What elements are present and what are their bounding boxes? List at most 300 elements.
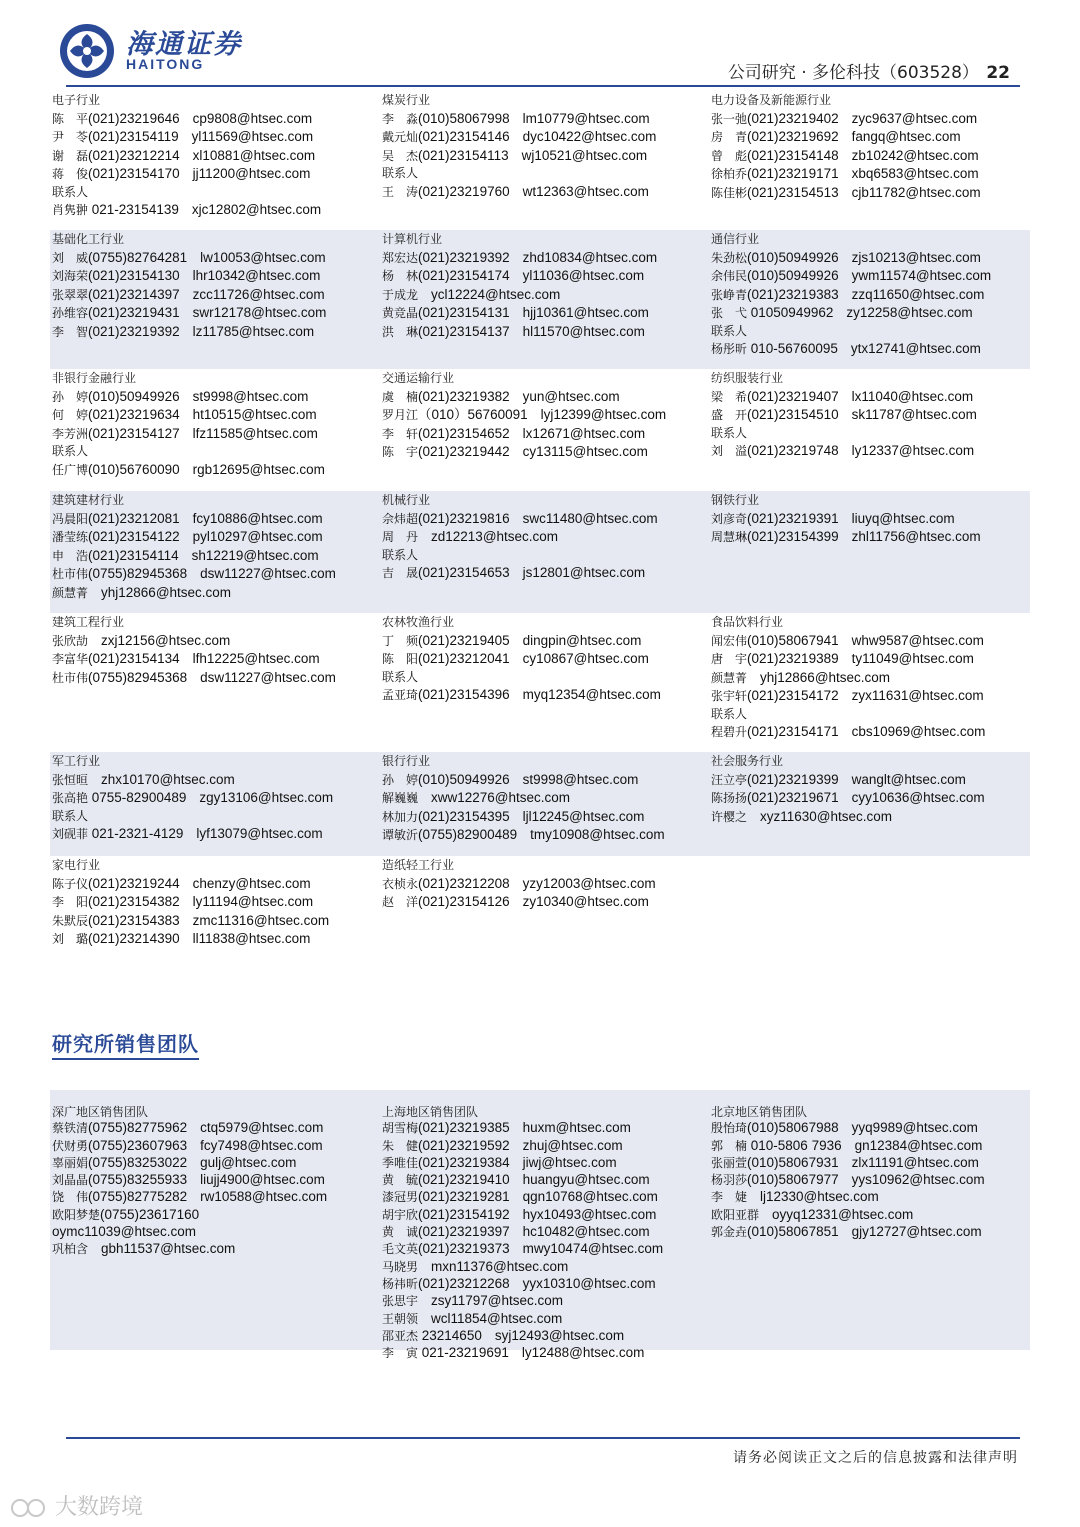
contact-group — [52, 492, 372, 602]
analyst-name: 李 轩 — [382, 426, 419, 441]
email-address: yyq9989@htsec.com — [851, 1120, 978, 1136]
email-address: swr12178@htsec.com — [192, 305, 327, 320]
contact-row — [52, 528, 372, 547]
email-address: cy10867@htsec.com — [522, 651, 649, 666]
analyst-name: 申 浩 — [52, 548, 89, 563]
contact-group — [711, 1104, 1031, 1241]
analyst-name: 汪立亭 — [711, 772, 748, 787]
analyst-name: 曾 彪 — [711, 148, 748, 163]
analyst-name: 肖隽翀 — [52, 203, 89, 217]
analyst-name: 刘彦奇 — [711, 511, 748, 526]
contact-label: 联系人 — [711, 323, 748, 338]
email-address: tmy10908@htsec.com — [530, 827, 665, 842]
phone-number: (010)58067977 — [747, 1172, 839, 1188]
analyst-name: 张欣劼 — [52, 633, 89, 648]
contact-label: 联系人 — [711, 425, 748, 440]
analyst-name: 任广博 — [52, 462, 89, 477]
email-address: yyx10310@htsec.com — [522, 1275, 656, 1291]
contact-row — [711, 1189, 1031, 1206]
logo-chinese-text: 海通证券 — [126, 29, 242, 60]
analyst-name: 郭 楠 — [711, 1138, 748, 1153]
contact-row — [382, 632, 702, 651]
analyst-name: 冯晨阳 — [52, 511, 89, 526]
contact-row — [382, 1345, 702, 1362]
phone-number: (021)23219592 — [418, 1137, 510, 1153]
phone-number: (021)23219373 — [418, 1241, 510, 1257]
analyst-name: 于成龙 — [382, 287, 419, 302]
phone-number: (0755)82764281 — [88, 249, 188, 265]
contact-row — [382, 1155, 702, 1172]
contact-row — [52, 875, 372, 894]
contact-row — [382, 1259, 702, 1276]
phone-number: (021)23154653 — [418, 565, 510, 580]
analyst-name: 李 智 — [52, 324, 89, 339]
contact-row — [52, 1224, 372, 1241]
email-address: yhj12866@htsec.com — [101, 584, 232, 600]
contact-group — [382, 492, 702, 583]
email-address: zb10242@htsec.com — [851, 147, 979, 163]
contact-group — [711, 753, 1031, 826]
watermark-icon — [10, 1496, 48, 1520]
analyst-name: 陈 宇 — [382, 445, 419, 459]
analyst-name: 闻宏伟 — [711, 633, 748, 648]
group-title: 建筑工程行业 — [52, 615, 125, 629]
email-address: zxj12156@htsec.com — [101, 632, 231, 648]
group-title: 上海地区销售团队 — [382, 1105, 479, 1119]
analyst-name: 李 阳 — [52, 895, 89, 909]
contact-row — [382, 323, 702, 342]
analyst-name: 刘海荣 — [52, 269, 89, 283]
contact-row — [382, 1293, 702, 1310]
contact-row — [382, 1172, 702, 1189]
contact-row — [382, 650, 702, 669]
analyst-name: 朱默辰 — [52, 913, 89, 928]
email-address: zd12213@htsec.com — [431, 529, 559, 544]
email-address: pyl10297@htsec.com — [192, 529, 323, 544]
analyst-name: 黄 毓 — [382, 1173, 419, 1188]
email-address: mxn11376@htsec.com — [431, 1258, 569, 1274]
contact-row — [382, 1189, 702, 1206]
contact-row — [711, 528, 1031, 547]
contact-row — [382, 110, 702, 129]
phone-number: (021)23219281 — [418, 1189, 510, 1205]
phone-number: (021)23212081 — [88, 510, 180, 526]
contact-row — [382, 128, 702, 147]
analyst-name: 许樱之 — [711, 809, 748, 824]
contact-row — [382, 443, 702, 462]
group-title: 深广地区销售团队 — [52, 1105, 149, 1119]
email-address: myq12354@htsec.com — [522, 687, 661, 702]
contact-group — [711, 92, 1031, 202]
email-address: wt12363@htsec.com — [522, 183, 649, 199]
group-title: 通信行业 — [711, 232, 760, 246]
email-address: dsw11227@htsec.com — [200, 669, 336, 685]
analyst-name: 衣桢永 — [382, 876, 419, 891]
contact-row — [382, 808, 702, 827]
phone-number: (021)23219760 — [418, 183, 510, 199]
footer-divider — [66, 1437, 1020, 1439]
industry-row — [50, 91, 1030, 230]
report-title-text: 公司研究 · 多伦科技（603528） — [727, 63, 979, 83]
email-address: yys10962@htsec.com — [851, 1172, 985, 1188]
industry-row — [50, 613, 1030, 752]
group-title: 家电行业 — [52, 858, 101, 872]
analyst-name: 谢 磊 — [52, 148, 89, 163]
email-address: js12801@htsec.com — [522, 565, 646, 580]
sales-team-grid — [50, 1090, 1030, 1361]
email-address: liujj4900@htsec.com — [200, 1172, 325, 1188]
analyst-name: 刘 溢 — [711, 444, 748, 458]
contact-group — [382, 614, 702, 705]
analyst-name: 刘晶晶 — [52, 1173, 89, 1188]
email-address: xjc12802@htsec.com — [191, 202, 322, 217]
contact-row — [382, 1224, 702, 1241]
analyst-name: 张翠翠 — [52, 287, 89, 302]
contact-row — [52, 406, 372, 425]
contact-group — [52, 753, 372, 844]
phone-number: (021)23219634 — [88, 407, 180, 422]
analyst-name: 杨羽莎 — [711, 1173, 748, 1188]
email-address: huangyu@htsec.com — [522, 1172, 650, 1188]
analyst-name: 杜市伟 — [52, 567, 89, 581]
analyst-name: 蔡铁清 — [52, 1121, 89, 1136]
email-address: oyyq12331@htsec.com — [772, 1206, 914, 1222]
contact-row — [711, 1120, 1031, 1137]
industry-row — [50, 856, 1030, 956]
phone-number: (010)50949926 — [747, 249, 839, 265]
phone-number: (021)23219392 — [88, 323, 180, 339]
contact-row — [382, 406, 702, 425]
group-title: 军工行业 — [52, 754, 101, 768]
contact-group — [52, 92, 372, 220]
phone-number: (021)23154131 — [418, 305, 510, 320]
contact-row — [711, 632, 1031, 651]
email-address: rw10588@htsec.com — [200, 1189, 328, 1205]
phone-number: 01050949962 — [747, 305, 834, 320]
analyst-name: 巩柏含 — [52, 1242, 89, 1257]
phone-number: (021)23212041 — [418, 651, 510, 666]
analyst-name: 孟亚琦 — [382, 688, 419, 702]
email-address: jj11200@htsec.com — [192, 166, 311, 181]
email-address: cp9808@htsec.com — [192, 110, 313, 126]
industry-row — [50, 230, 1030, 369]
contact-row — [52, 1138, 372, 1155]
contact-row — [382, 249, 702, 268]
analyst-name: 胡宇欣 — [382, 1207, 419, 1222]
contact-row — [711, 723, 1031, 742]
contact-row — [52, 1120, 372, 1137]
email-address: gjy12727@htsec.com — [851, 1224, 982, 1240]
group-title: 基础化工行业 — [52, 232, 125, 246]
phone-number: (021)23214397 — [88, 286, 180, 302]
analyst-name: 蒋 俊 — [52, 167, 89, 181]
analyst-name: 孙 婷 — [52, 389, 89, 404]
phone-number: (010)50949926 — [88, 388, 180, 404]
email-address: lhr10342@htsec.com — [192, 268, 321, 283]
contact-row — [382, 1311, 702, 1328]
contact-row — [382, 686, 702, 705]
contact-row — [52, 565, 372, 584]
analyst-name: 郭金垚 — [711, 1225, 748, 1240]
phone-number: (0755)23607963 — [88, 1137, 188, 1153]
analyst-name: 张宇轩 — [711, 689, 748, 703]
contact-row — [711, 771, 1031, 790]
analyst-name: 陈扬扬 — [711, 791, 748, 805]
analyst-name: 郑宏达 — [382, 250, 419, 265]
analyst-name: 毛文英 — [382, 1242, 419, 1257]
phone-number: (0755)82775282 — [88, 1189, 188, 1205]
contact-row — [52, 165, 372, 184]
contact-row — [382, 147, 702, 166]
page-header — [0, 0, 1080, 90]
email-address: yhj12866@htsec.com — [760, 669, 891, 685]
phone-number: (021)23214390 — [88, 931, 180, 946]
contact-row — [382, 267, 702, 286]
group-title: 北京地区销售团队 — [711, 1105, 808, 1119]
contact-row — [52, 650, 372, 669]
contact-row — [382, 771, 702, 790]
contact-row — [382, 388, 702, 407]
industry-row — [50, 491, 1030, 613]
contact-row — [711, 510, 1031, 529]
group-title: 煤炭行业 — [382, 93, 431, 107]
analyst-name: 程碧升 — [711, 725, 748, 739]
contact-row — [52, 1172, 372, 1189]
email-address: zlx11191@htsec.com — [851, 1154, 979, 1170]
phone-number: (010)58067851 — [747, 1224, 839, 1240]
analyst-name: 颜慧菁 — [52, 585, 89, 600]
phone-number: (021)23154383 — [88, 912, 180, 928]
phone-number: 010-5806 7936 — [747, 1137, 842, 1153]
email-address: rgb12695@htsec.com — [192, 461, 325, 477]
contact-row — [52, 147, 372, 166]
email-address: dsw11227@htsec.com — [200, 566, 336, 581]
contact-row — [52, 771, 372, 790]
email-address: xl10881@htsec.com — [192, 147, 316, 163]
contact-row — [52, 789, 372, 808]
phone-number: (021)23154130 — [88, 268, 180, 283]
phone-number: (021)23219748 — [747, 443, 839, 458]
phone-number: (021)23154510 — [747, 407, 839, 422]
email-address: cjb11782@htsec.com — [851, 184, 981, 200]
phone-number: (021)23219671 — [747, 790, 839, 805]
analyst-name: 张高艳 — [52, 791, 89, 805]
contact-row — [52, 930, 372, 949]
analyst-name: 邵亚杰 — [382, 1328, 419, 1343]
email-address: ycl12224@htsec.com — [431, 286, 561, 302]
contact-group — [52, 857, 372, 949]
contact-row — [711, 1224, 1031, 1241]
contact-row — [711, 1155, 1031, 1172]
contact-row — [382, 875, 702, 894]
phone-number: 010-56760095 — [747, 341, 838, 356]
phone-number: (021)23154170 — [88, 166, 180, 181]
contact-group — [52, 1104, 372, 1259]
email-address: ty11049@htsec.com — [851, 651, 974, 666]
contact-row — [711, 669, 1031, 688]
analyst-name: 孙维容 — [52, 306, 89, 320]
analyst-name: 赵 洋 — [382, 895, 419, 909]
email-address: ywm11574@htsec.com — [851, 268, 992, 283]
phone-number: (010)50949926 — [418, 771, 510, 787]
analyst-name: 欧阳亚群 — [711, 1207, 760, 1222]
contact-row — [711, 249, 1031, 268]
analyst-name: 吴 杰 — [382, 148, 419, 163]
analyst-name: 周 丹 — [382, 530, 419, 544]
email-address: cbs10969@htsec.com — [851, 724, 986, 739]
contact-row — [711, 128, 1031, 147]
analyst-name: 罗月江 — [382, 408, 419, 422]
phone-number: (021)23219384 — [418, 1154, 510, 1170]
analyst-name: 余伟民 — [711, 269, 748, 283]
email-address: gn12384@htsec.com — [854, 1137, 983, 1153]
email-address: ly12337@htsec.com — [851, 443, 975, 458]
email-address: lfh12225@htsec.com — [192, 651, 320, 666]
contact-row — [711, 286, 1031, 305]
phone-number: 021-23154139 — [88, 202, 179, 217]
email-address: fcy10886@htsec.com — [192, 510, 323, 526]
analyst-name: 孙 婷 — [382, 772, 419, 787]
contact-row — [382, 789, 702, 808]
email-address: xbq6583@htsec.com — [851, 166, 979, 181]
email-address: zy12258@htsec.com — [846, 305, 973, 320]
phone-number: (021)23219244 — [88, 875, 180, 891]
email-address: st9998@htsec.com — [522, 771, 639, 787]
email-address: lfz11585@htsec.com — [192, 425, 318, 441]
phone-number: (021)23212268 — [418, 1275, 510, 1291]
phone-number: (021)23219692 — [747, 129, 839, 144]
phone-number: (021)23154399 — [747, 529, 839, 544]
contact-row — [52, 1155, 372, 1172]
phone-number: (021)23154119 — [88, 129, 179, 144]
email-address: yun@htsec.com — [522, 388, 620, 404]
contact-group — [382, 753, 702, 845]
email-address: yl11569@htsec.com — [191, 129, 314, 144]
analyst-name: 周慧琳 — [711, 530, 748, 544]
contact-row — [52, 1207, 372, 1224]
email-address: lyj12399@htsec.com — [540, 407, 667, 422]
email-address: hyx10493@htsec.com — [522, 1206, 657, 1222]
report-title — [728, 58, 1010, 83]
contact-group — [711, 492, 1031, 547]
email-address: zmc11316@htsec.com — [192, 912, 330, 928]
email-address: ytx12741@htsec.com — [850, 341, 981, 356]
analyst-name: 季唯佳 — [382, 1155, 419, 1170]
contact-row — [52, 1189, 372, 1206]
contact-group — [382, 231, 702, 341]
email-address: hc10482@htsec.com — [522, 1224, 650, 1240]
group-title: 食品饮料行业 — [711, 615, 784, 629]
email-address: fangq@htsec.com — [851, 129, 961, 144]
contact-row — [711, 650, 1031, 669]
contact-group — [52, 614, 372, 687]
contact-row — [52, 912, 372, 931]
phone-number: (021)23154114 — [88, 547, 179, 563]
phone-number: (021)23219389 — [747, 651, 839, 666]
analyst-name: 杨 林 — [382, 269, 419, 283]
contact-row — [52, 547, 372, 566]
phone-number: (021)23154113 — [418, 147, 509, 163]
email-address: huxm@htsec.com — [522, 1120, 631, 1136]
email-address: syj12493@htsec.com — [494, 1327, 625, 1343]
phone-number: (021)23212208 — [418, 875, 510, 891]
phone-number: (021)23219816 — [418, 510, 510, 526]
email-address: lm10779@htsec.com — [522, 110, 650, 126]
contact-group — [382, 92, 702, 201]
analyst-name: 盛 开 — [711, 408, 748, 422]
phone-number: (021)23219431 — [88, 305, 180, 320]
contact-row — [382, 893, 702, 912]
phone-number: (021)23219392 — [418, 249, 510, 265]
email-address: oymc11039@htsec.com — [52, 1224, 197, 1240]
phone-number: (021)23154148 — [747, 147, 839, 163]
phone-number: (021)23154652 — [418, 425, 510, 441]
phone-number: (010)50949926 — [747, 268, 839, 283]
phone-number: (021)23219405 — [418, 632, 510, 648]
group-title: 钢铁行业 — [711, 493, 760, 507]
email-address: qgn10768@htsec.com — [522, 1189, 658, 1205]
contact-row — [52, 201, 372, 220]
contact-row — [52, 249, 372, 268]
phone-number: （010）56760091 — [418, 407, 528, 422]
phone-number: (021)23219402 — [747, 110, 839, 126]
email-address: whw9587@htsec.com — [851, 632, 984, 648]
contact-row — [382, 1241, 702, 1258]
email-address: wcl11854@htsec.com — [431, 1310, 563, 1326]
contact-row — [711, 789, 1031, 808]
contact-row — [711, 340, 1031, 359]
email-address: lj12330@htsec.com — [760, 1189, 879, 1205]
industry-contacts-grid — [50, 91, 1030, 956]
contact-row — [711, 267, 1031, 286]
email-address: ly12488@htsec.com — [521, 1345, 645, 1361]
phone-number: (010)58067931 — [747, 1154, 839, 1170]
email-address: chenzy@htsec.com — [192, 875, 311, 891]
page-number: 22 — [986, 63, 1010, 83]
analyst-name: 梁 希 — [711, 389, 748, 404]
email-address: cy13115@htsec.com — [522, 444, 648, 459]
email-address: dingpin@htsec.com — [522, 632, 642, 648]
group-title: 计算机行业 — [382, 232, 443, 246]
contact-group — [382, 857, 702, 912]
analyst-name: 殷怡琦 — [711, 1121, 748, 1136]
analyst-name: 杨彤昕 — [711, 342, 748, 356]
analyst-name: 朱劲松 — [711, 250, 748, 265]
analyst-name: 王朝领 — [382, 1311, 419, 1326]
phone-number: (0755)83253022 — [88, 1154, 188, 1170]
contact-row — [382, 510, 702, 529]
contact-row — [52, 510, 372, 529]
phone-number: (021)23219383 — [747, 286, 839, 302]
watermark-text: 大数跨境 — [55, 1495, 144, 1520]
contact-row — [711, 442, 1031, 461]
email-address: lx11040@htsec.com — [851, 388, 974, 404]
phone-number: (021)23219171 — [747, 166, 839, 181]
phone-number: (021)23154122 — [88, 529, 180, 544]
contact-row — [382, 1207, 702, 1224]
analyst-name: 戴元灿 — [382, 130, 419, 144]
analyst-name: 颜慧菁 — [711, 670, 748, 685]
contact-row — [52, 893, 372, 912]
analyst-name: 洪 琳 — [382, 324, 419, 339]
analyst-name: 辜丽娟 — [52, 1155, 89, 1170]
email-address: zsy11797@htsec.com — [431, 1293, 564, 1309]
email-address: hjj10361@htsec.com — [522, 305, 649, 320]
contact-row — [711, 304, 1031, 323]
phone-number: (0755)83255933 — [88, 1172, 188, 1188]
phone-number: (021)23219442 — [418, 444, 510, 459]
group-title: 造纸轻工行业 — [382, 858, 455, 872]
